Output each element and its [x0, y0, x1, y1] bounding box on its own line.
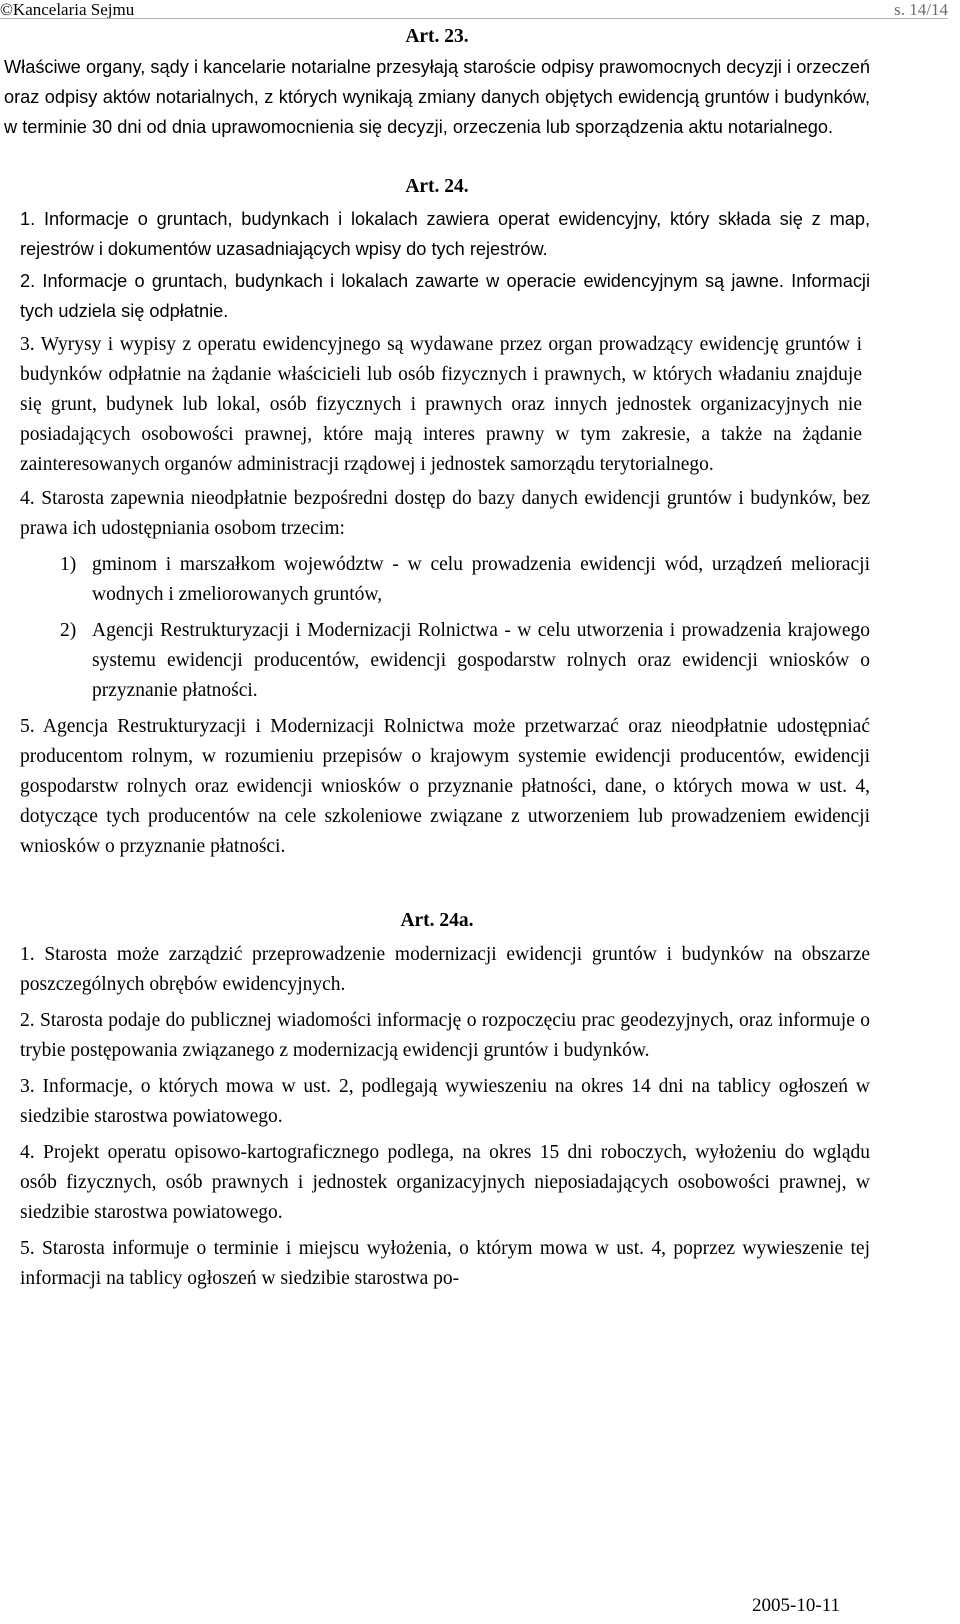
- ust-number: 5.: [20, 1238, 35, 1259]
- article-23-title: Art. 23.: [405, 26, 469, 47]
- header-publisher: ©Kancelaria Sejmu: [0, 0, 135, 19]
- article-24a-ust-3: [4, 1072, 870, 1132]
- ust-number: 2.: [20, 1010, 35, 1031]
- article-24a-title: Art. 24a.: [400, 910, 474, 931]
- article-24a-ust-1: [4, 940, 870, 1000]
- ust-number: 1.: [20, 209, 36, 229]
- ust-text: Starosta informuje o terminie i miejscu wyłożenia, o którym mowa w ust. 4, poprzez wywieszenie tej informacji na tablicy ogłoszeń w siedzibie starostwa po-: [20, 1238, 870, 1289]
- article-24a-ust-2: [4, 1006, 870, 1066]
- document-body: [4, 22, 870, 1294]
- article-24-ust-1: [4, 204, 870, 264]
- footer-date: 2005-10-11: [752, 1595, 840, 1616]
- ust-number: 5.: [20, 716, 35, 737]
- ust-number: 3.: [20, 334, 35, 355]
- pkt-text: Agencji Restrukturyzacji i Modernizacji Rolnictwa - w celu utworzenia i prowadzenia krajowego systemu ewidencji producentów, ewidencji gospodarstw rolnych oraz ewidencji wniosków o przyznanie płatności.: [92, 620, 870, 701]
- ust-text: Informacje o gruntach, budynkach i lokalach zawiera operat ewidencyjny, który składa się z map, rejestrów i dokumentów uzasadniających wpisy do tych rejestrów.: [20, 209, 871, 259]
- ust-number: 3.: [20, 1076, 35, 1097]
- ust-text: Starosta zapewnia nieodpłatnie bezpośredni dostęp do bazy danych ewidencji gruntów i budynków, bez prawa ich udostępniania osobom trzecim:: [20, 488, 871, 539]
- ust-number: 4.: [20, 488, 35, 509]
- ust-text: Starosta może zarządzić przeprowadzenie modernizacji ewidencji gruntów i budynków na obszarze poszczególnych obrębów ewidencyjnych.: [20, 944, 871, 995]
- article-24-ust-2: [4, 266, 870, 326]
- article-24-pkt-1: [4, 550, 870, 610]
- ust-text: Wyrysy i wypisy z operatu ewidencyjnego są wydawane przez organ prowadzący ewidencję gruntów i budynków odpłatnie na żądanie właścicieli lub osób fizycznych i prawnych, w których władaniu znajduje się grunt, budynek lub lokal, osób fizycznych i prawnych oraz innych jednostek organizacyjnych nie posiadających osobowości prawnej, które mają interes prawny w tym zakresie, a także na żądanie zainteresowanych organów administracji rządowej i jednostek samorządu terytorialnego.: [20, 334, 863, 475]
- pkt-number: 1): [60, 554, 77, 575]
- ust-text: Projekt operatu opisowo-kartograficznego podlega, na okres 15 dni roboczych, wyłożeniu do wglądu osób fizycznych, osób prawnych i jednostek organizacyjnych nieposiadających osobowości prawnej, w siedzibie starostwa powiatowego.: [20, 1142, 871, 1223]
- article-24-title: Art. 24.: [405, 176, 469, 197]
- ust-number: 4.: [20, 1142, 35, 1163]
- ust-number: 1.: [20, 944, 35, 965]
- article-24-pkt-2: [4, 616, 870, 706]
- ust-number: 2.: [20, 271, 36, 291]
- header-page-number: s. 14/14: [894, 0, 948, 19]
- ust-text: Informacje o gruntach, budynkach i lokalach zawarte w operacie ewidencyjnym są jawne. Informacji tych udziela się odpłatnie.: [20, 271, 870, 321]
- ust-text: Starosta podaje do publicznej wiadomości informację o rozpoczęciu prac geodezyjnych, oraz informuje o trybie postępowania związanego z modernizacją ewidencji gruntów i budynków.: [20, 1010, 871, 1061]
- ust-text: Informacje, o których mowa w ust. 2, podlegają wywieszeniu na okres 14 dni na tablicy ogłoszeń w siedzibie starostwa powiatowego.: [20, 1076, 870, 1127]
- ust-text: Agencja Restrukturyzacji i Modernizacji Rolnictwa może przetwarzać oraz nieodpłatnie udostępniać producentom rolnym, w rozumieniu przepisów o krajowym systemie ewidencji producentów, ewidencji gospodarstw rolnych oraz ewidencji wniosków o przyznanie płatności, dane, o których mowa w ust. 4, dotyczące tych producentów na cele szkoleniowe związane z utworzeniem lub prowadzeniem ewidencji wniosków o przyznanie płatności.: [20, 716, 870, 857]
- article-24a-ust-5: [4, 1234, 870, 1294]
- header-divider: [0, 18, 948, 19]
- pkt-text: gminom i marszałkom województw - w celu prowadzenia ewidencji wód, urządzeń melioracji wodnych i zmeliorowanych gruntów,: [92, 554, 870, 605]
- article-24a-ust-4: [4, 1138, 870, 1228]
- pkt-number: 2): [60, 620, 77, 641]
- article-24-ust-4: [4, 484, 870, 544]
- article-24-ust-5: [4, 712, 870, 862]
- article-24-ust-3: [4, 330, 870, 480]
- article-23-text: Właściwe organy, sądy i kancelarie notarialne przesyłają staroście odpisy prawomocnych decyzji i orzeczeń oraz odpisy aktów notarialnych, z których wynikają zmiany danych objętych ewidencją gruntów i budynków, w terminie 30 dni od dnia uprawomocnienia się decyzji, orzeczenia lub sporządzenia aktu notarialnego.: [4, 57, 870, 137]
